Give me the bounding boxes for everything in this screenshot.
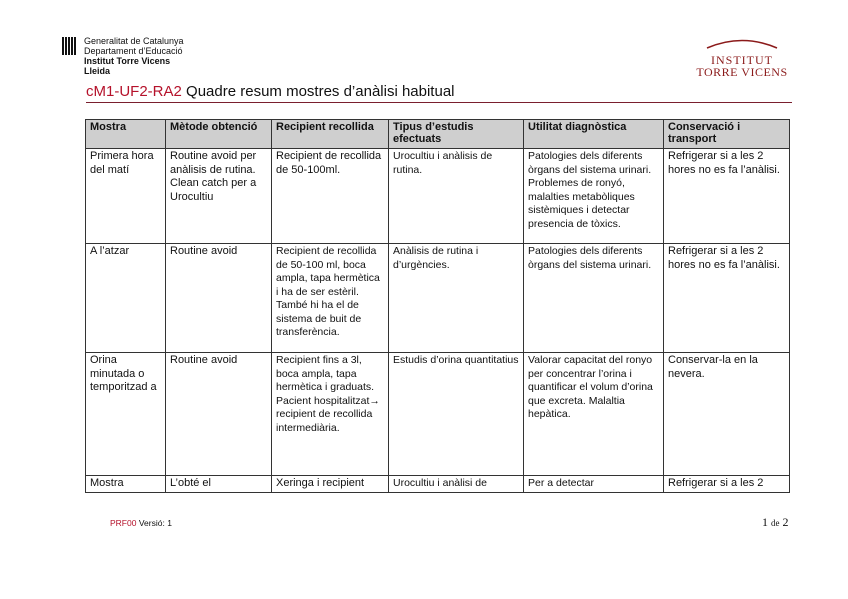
cell-conservacio: Refrigerar si a les 2 (664, 476, 790, 493)
organization-lines (84, 36, 184, 76)
document-title (86, 83, 455, 100)
org-line-departament: Departament d’Educació (84, 46, 183, 56)
cell-tipus: Urocultiu i anàlisi de (389, 476, 524, 493)
page-total: 2 (782, 515, 789, 529)
cell-mostra: A l’atzar (86, 244, 166, 353)
table-row (86, 353, 790, 476)
header-metode: Mètode obtenció (166, 120, 272, 149)
cell-recipient: Xeringa i recipient (272, 476, 389, 493)
cell-metode: Routine avoid (166, 244, 272, 353)
header-utilitat: Utilitat diagnòstica (524, 120, 664, 149)
table-row (86, 149, 790, 244)
cell-conservacio: Refrigerar si a les 2 hores no es fa l’anàlisi. (664, 149, 790, 244)
cell-utilitat: Per a detectar (524, 476, 664, 493)
institute-logo-arc-icon (697, 37, 787, 49)
institute-logo-line2: TORRE VICENS (696, 65, 788, 79)
cell-conservacio: Refrigerar si a les 2 hores no es fa l’anàlisi. (664, 244, 790, 353)
page-word: de (771, 518, 780, 528)
cell-mostra: Mostra (86, 476, 166, 493)
cell-metode: Routine avoid per anàlisis de rutina. Clean catch per a Urocultiu (166, 149, 272, 244)
cell-utilitat: Patologies dels diferents òrgans del sistema urinari. (524, 244, 664, 353)
cell-tipus: Anàlisis de rutina i d’urgències. (389, 244, 524, 353)
org-line-institut: Institut Torre Vicens (84, 56, 171, 66)
table-row (86, 244, 790, 353)
footer-version-text: Versió: 1 (138, 518, 172, 528)
header-tipus: Tipus d’estudis efectuats (389, 120, 524, 149)
page-current: 1 (762, 515, 768, 529)
cell-conservacio: Conservar-la en la nevera. (664, 353, 790, 476)
header-mostra: Mostra (86, 120, 166, 149)
title-divider (86, 102, 792, 103)
cell-recipient: Recipient fins a 3l, boca ampla, tapa hermètica i graduats. Pacient hospitalitzat→ recipient de recollida intermediària. (272, 353, 389, 476)
summary-table (85, 119, 790, 493)
cell-metode: L’obté el (166, 476, 272, 493)
cell-recipient: Recipient de recollida de 50-100ml. (272, 149, 389, 244)
document-title-text: Quadre resum mostres d’anàlisi habitual (186, 83, 455, 100)
institute-logo-line1: INSTITUT (711, 53, 773, 67)
table-row (86, 476, 790, 493)
cell-utilitat: Valorar capacitat del ronyo per concentrar l’orina i quantificar el volum d’orina que excreta. Malaltia hepàtica. (524, 353, 664, 476)
org-line-city: Lleida (84, 66, 111, 76)
cell-tipus: Estudis d’orina quantitatius (389, 353, 524, 476)
organization-header (62, 36, 184, 76)
table-header-row (86, 120, 790, 149)
cell-utilitat: Patologies dels diferents òrgans del sistema urinari. Problemes de ronyó, malalties metabòliques sistèmiques i detectar presencia de tòxics. (524, 149, 664, 244)
cell-metode: Routine avoid (166, 353, 272, 476)
footer-code: PRF00 (110, 518, 137, 528)
document-code: cM1-UF2-RA2 (86, 83, 182, 100)
cell-tipus: Urocultiu i anàlisis de rutina. (389, 149, 524, 244)
page-number (762, 515, 789, 530)
cell-mostra: Orina minutada o temporitzad a (86, 353, 166, 476)
org-line-generalitat: Generalitat de Catalunya (84, 36, 184, 46)
cell-mostra: Primera hora del matí (86, 149, 166, 244)
header-conservacio: Conservació i transport (664, 120, 790, 149)
cell-recipient: Recipient de recollida de 50-100 ml, boca ampla, tapa hermètica i ha de ser estèril. També hi ha el de sistema de buit de transferència. (272, 244, 389, 353)
generalitat-logo (62, 37, 78, 55)
footer-version (110, 518, 172, 528)
header-recipient: Recipient recollida (272, 120, 389, 149)
institute-logo (692, 36, 792, 79)
